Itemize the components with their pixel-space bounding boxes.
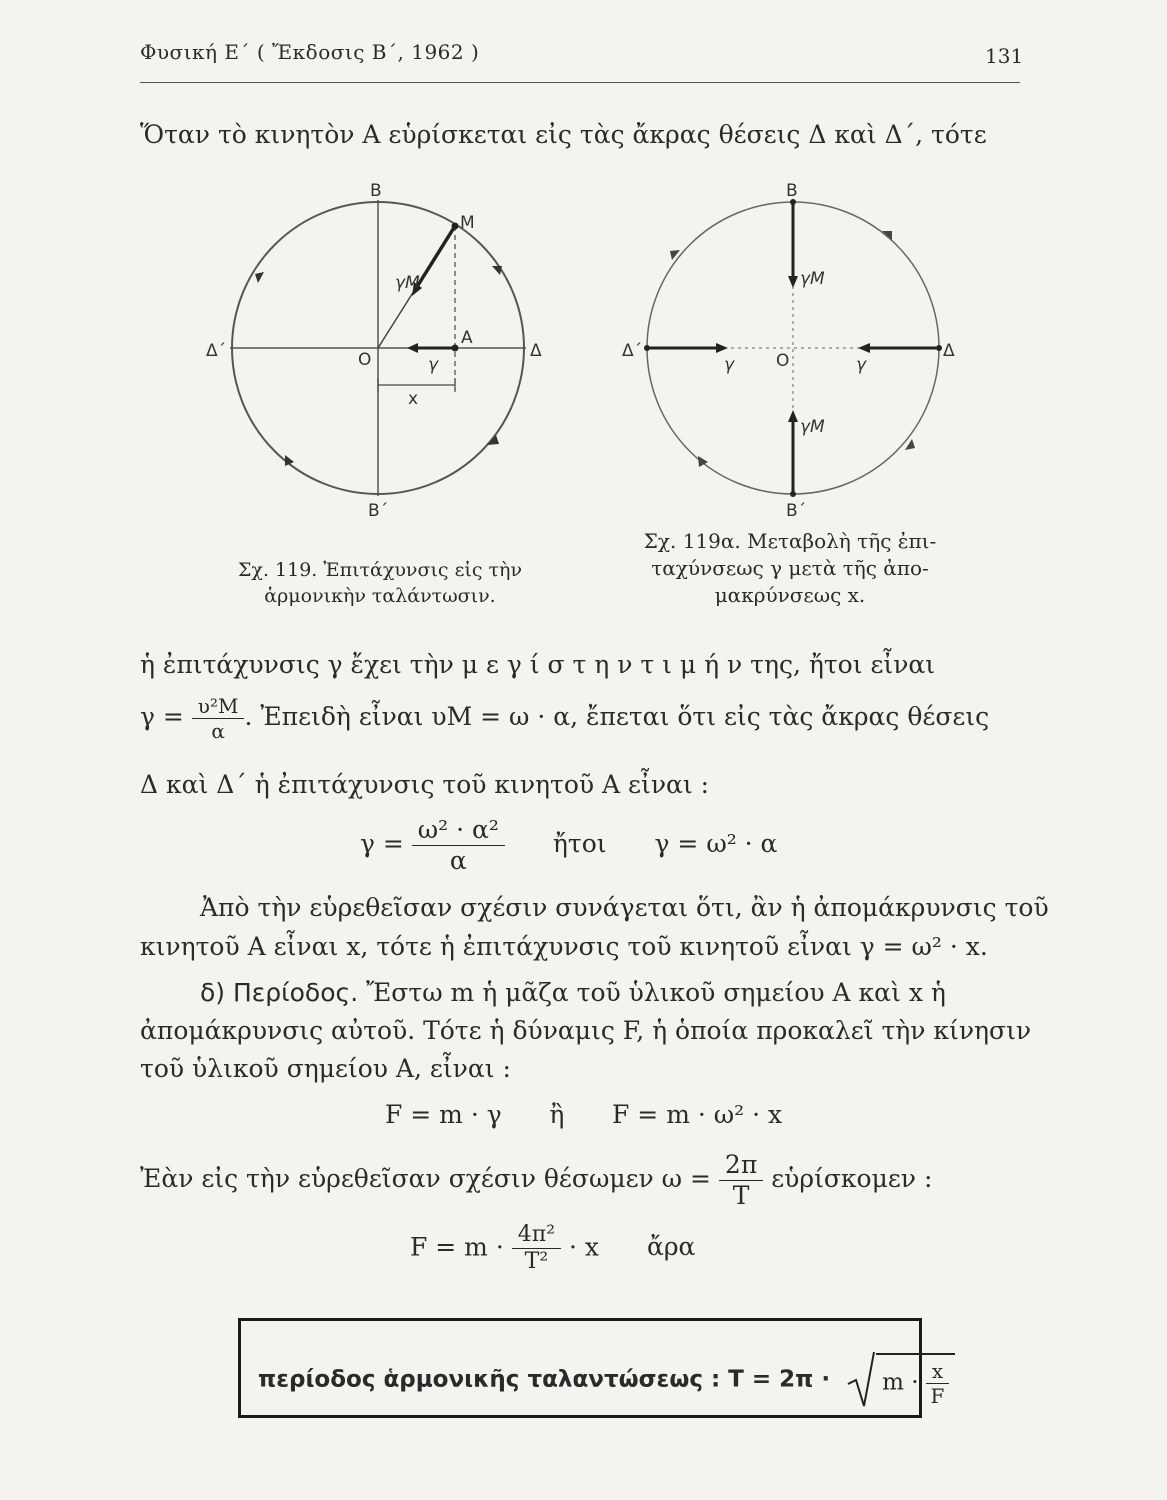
fig119a-gamma-m-top-arrowhead	[788, 276, 798, 288]
fig119a-label-gamma-m-top: γΜ	[800, 269, 825, 289]
fig119-gamma-arrowhead	[407, 343, 418, 353]
fig119a-label-gamma-right: γ	[856, 355, 867, 375]
fig119a-gamma-left-arrowhead	[716, 343, 728, 353]
fig119-label-a: Α	[461, 328, 473, 348]
fig119-label-delta-prime: Δ΄	[206, 341, 227, 361]
fig119a-label-delta: Δ	[943, 341, 955, 361]
para3-line1: δ) Περίοδος. Ἔστω m ἡ μᾶζα τοῦ ὑλικοῦ σημείου Α καὶ x ἡ	[200, 978, 946, 1007]
fig119a-gamma-right-arrowhead	[858, 343, 870, 353]
fig119-label-gamma-m: γΜ	[395, 273, 420, 293]
fig119a-caption: Σχ. 119α. Μεταβολὴ τῆς ἐπι- ταχύνσεως γ μετὰ τῆς ἀπο- μακρύνσεως x.	[643, 529, 937, 607]
running-title: Φυσική Ε΄ ( Ἔκδοσις Β΄, 1962 )	[140, 40, 480, 64]
fig119-point-a	[452, 345, 459, 352]
intro-line: Ὅταν τὸ κινητὸν Α εὑρίσκεται εἰς τὰς ἄκρας θέσεις Δ καὶ Δ΄, τότε	[140, 120, 987, 149]
page-number: 131	[985, 44, 1024, 68]
fig119-label-m: Μ	[460, 213, 475, 233]
radical-sign-icon	[846, 1350, 876, 1410]
fig119-gamma-m-vector	[415, 226, 455, 290]
square-root: m · $\frac{x}{F}$	[846, 1350, 955, 1410]
fig119-label-delta: Δ	[530, 341, 542, 361]
fig119-label-gamma: γ	[428, 355, 439, 375]
para1-line2: γ = $\frac{\text{υ²Μ}}{\alpha}$ . Ἐπειδὴ εἶναι υΜ = ω · α, ἔπεται ὅτι εἰς τὰς ἄκρας θέσεις	[140, 694, 990, 743]
para2-line2: κινητοῦ Α εἶναι x, τότε ἡ ἐπιτάχυνσις τοῦ κινητοῦ εἶναι γ = ω² · x.	[140, 932, 988, 961]
fig119a-label-gamma-m-bottom: γΜ	[800, 417, 825, 437]
fig119a-label-b: Β	[786, 181, 798, 201]
para2-line1: Ἀπὸ τὴν εὑρεθεῖσαν σχέσιν συνάγεται ὅτι, ἂν ἡ ἀπομάκρυνσις τοῦ	[200, 893, 1049, 922]
fig119-direction-arrow	[255, 272, 264, 283]
fig119-label-b: Β	[370, 181, 382, 201]
fig119-label-b-prime: Β΄	[368, 501, 389, 520]
para1-line1: ἡ ἐπιτάχυνσις γ ἔχει τὴν μ ε γ ί σ τ η ν τ ι μ ή ν της, ἤτοι εἶναι	[140, 650, 936, 679]
boxed-formula	[258, 1350, 955, 1410]
boxed-formula-label: περίοδος ἁρμονικῆς ταλαντώσεως : T = 2π ·	[258, 1366, 831, 1393]
fig119a-label-b-prime: Β΄	[786, 501, 807, 520]
equation-1: γ = $\frac{\text{ω² · α²}}{\alpha}$ ἤτοι γ = ω² · α	[360, 815, 778, 875]
figure-119	[200, 180, 560, 520]
header-rule	[140, 82, 1020, 83]
fig119a-gamma-m-bottom-arrowhead	[788, 410, 798, 422]
fig119-direction-arrow	[492, 266, 502, 275]
section-heading-period: δ) Περίοδος.	[200, 978, 359, 1007]
fig119-label-o: Ο	[358, 350, 372, 370]
fig119a-label-delta-prime: Δ΄	[622, 341, 643, 361]
para4-line: Ἐὰν εἰς τὴν εὑρεθεῖσαν σχέσιν θέσωμεν ω = $\frac{2\pi}{T}$ εὑρίσκομεν :	[140, 1150, 933, 1210]
equation-3: F = m · $\frac{\text{4π²}}{\text{T²}}$ · x ἄρα	[410, 1222, 696, 1275]
fig119-point-m	[452, 223, 459, 230]
fig119a-direction-arrow	[882, 231, 892, 240]
fig119-label-x: x	[408, 389, 419, 409]
fig119a-label-gamma-left: γ	[724, 355, 735, 375]
fig119-caption: Σχ. 119. Ἐπιτάχυνσις εἰς τὴν ἁρμονικὴν ταλάντωσιν.	[238, 559, 522, 607]
equation-2: F = m · γ ἢ F = m · ω² · x	[385, 1100, 783, 1129]
figure-119a	[620, 180, 970, 520]
para3-line3: τοῦ ὑλικοῦ σημείου Α, εἶναι :	[140, 1054, 511, 1083]
para1-line3: Δ καὶ Δ΄ ἡ ἐπιτάχυνσις τοῦ κινητοῦ Α εἶναι :	[140, 770, 710, 799]
fig119a-label-o: Ο	[776, 351, 790, 371]
para3-line2: ἀπομάκρυνσις αὐτοῦ. Τότε ἡ δύναμις F, ἡ ὁποία προκαλεῖ τὴν κίνησιν	[140, 1016, 1032, 1045]
